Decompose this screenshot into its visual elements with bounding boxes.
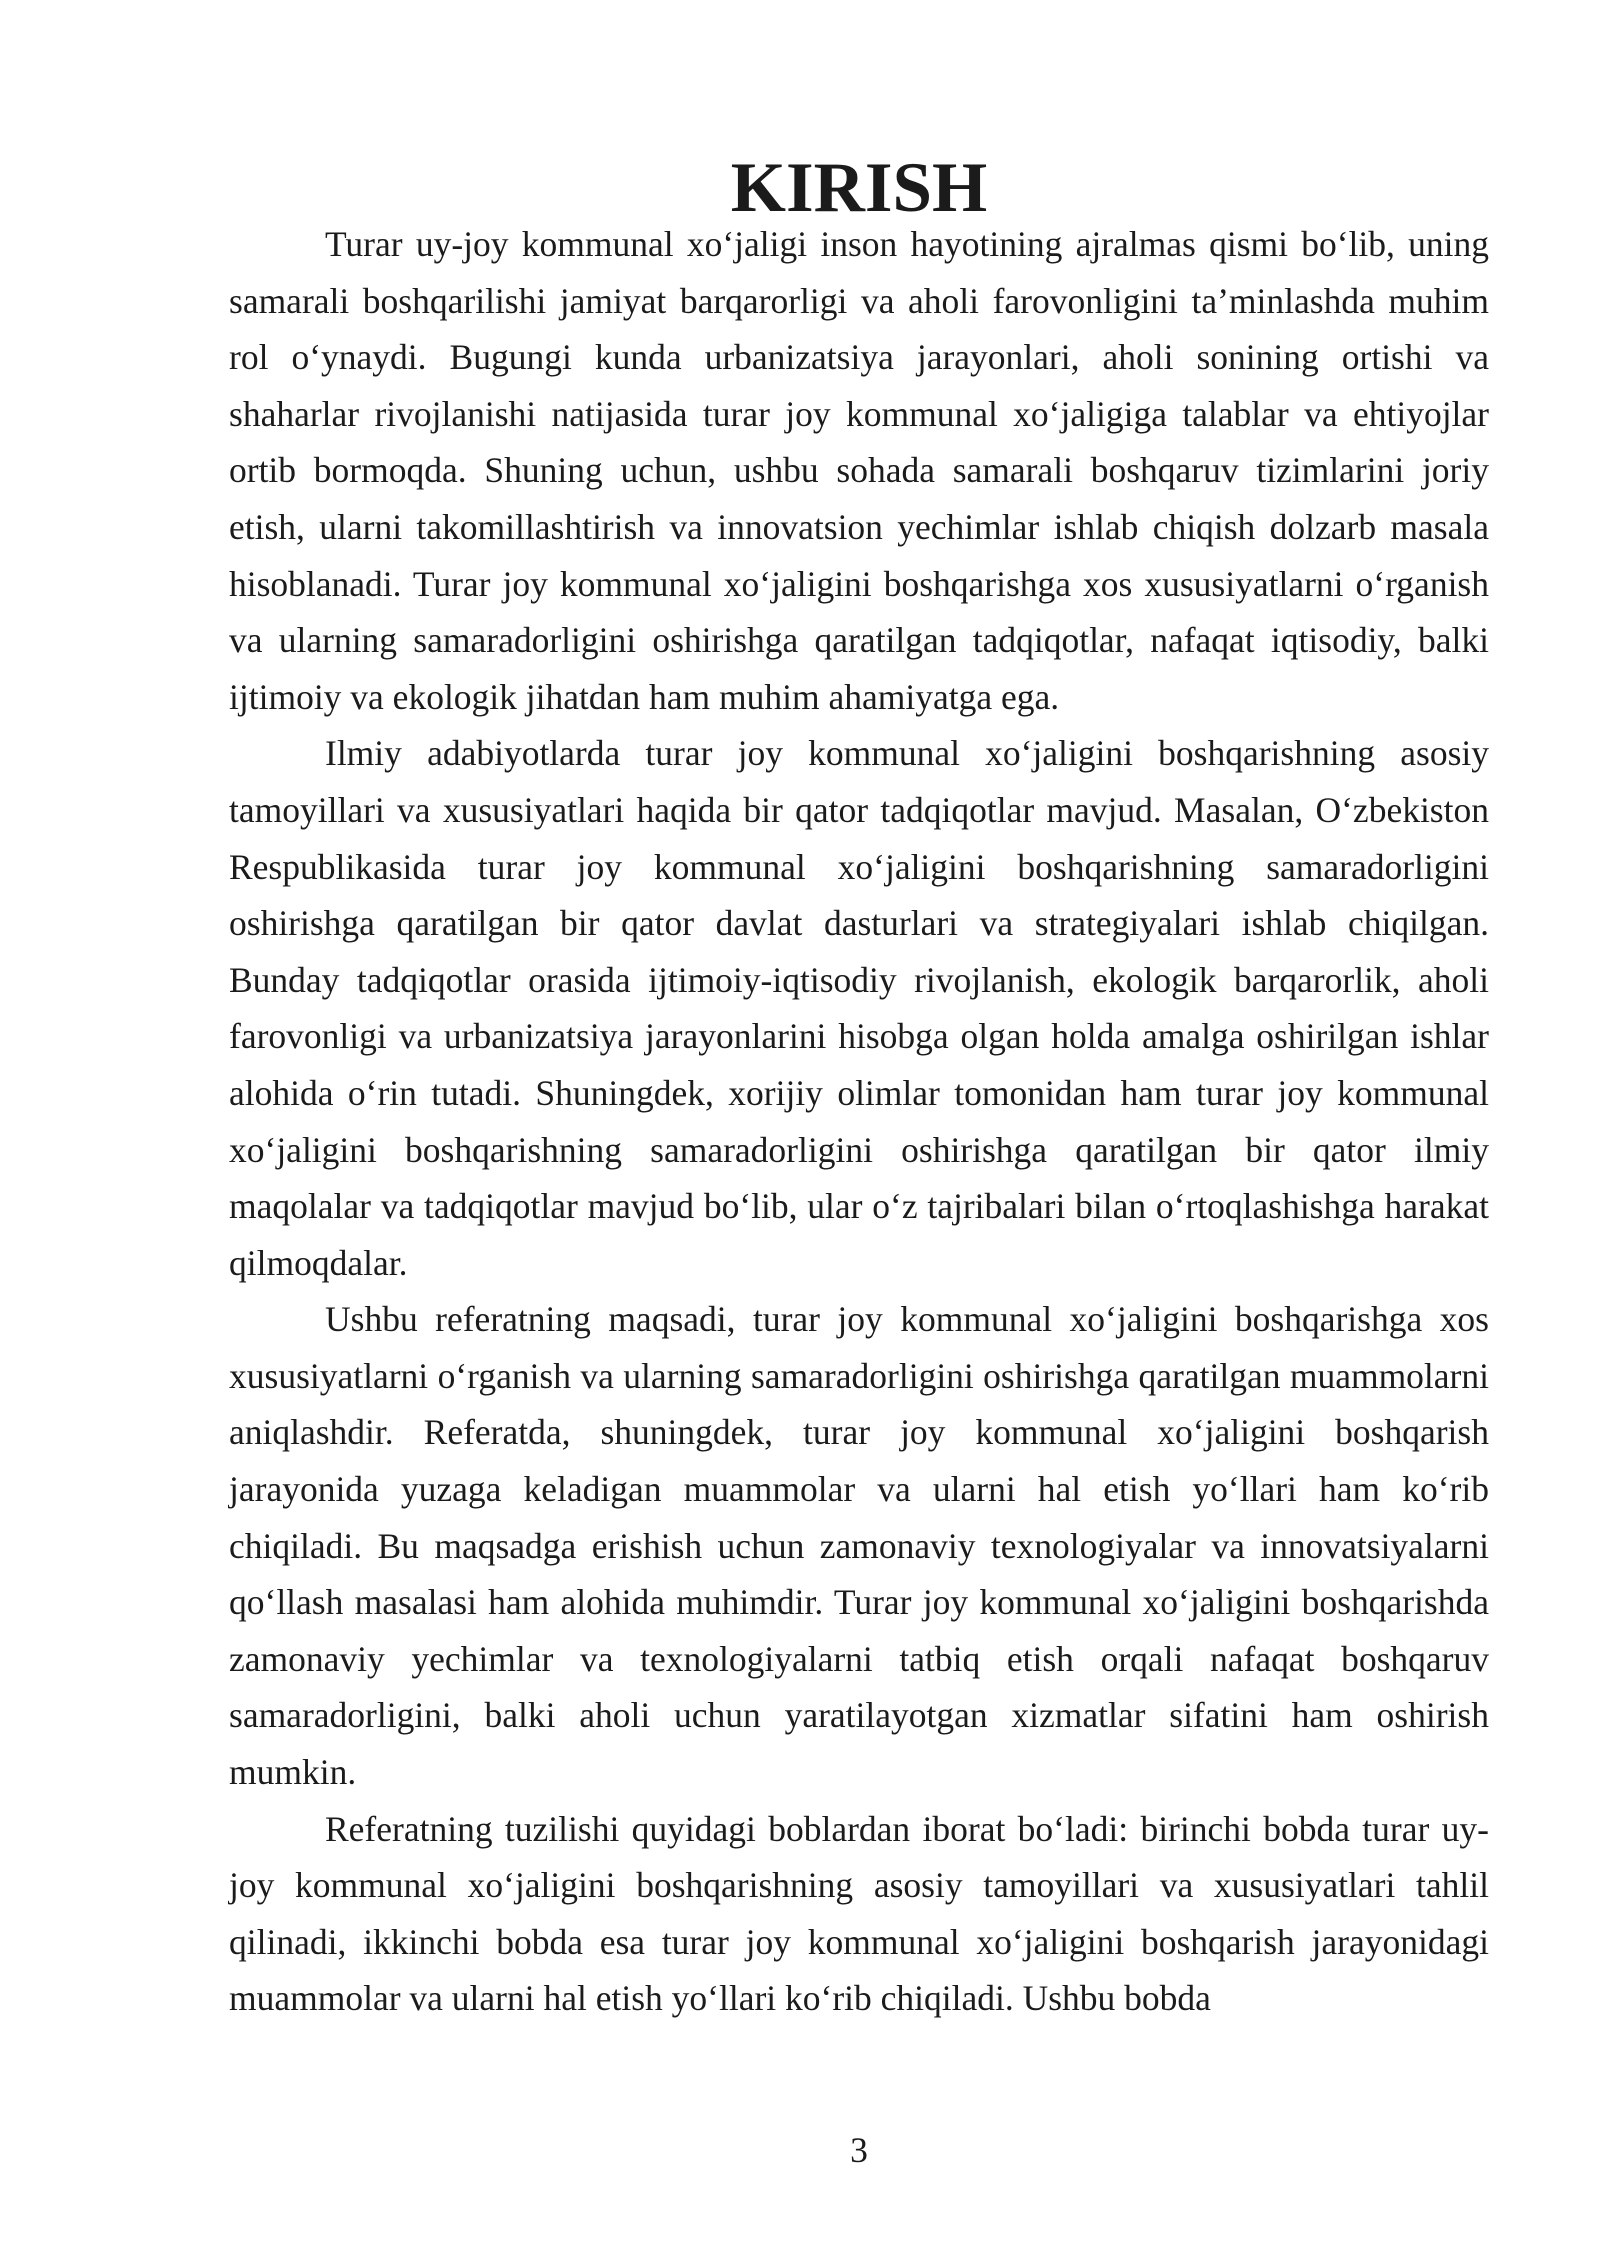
section-title: KIRISH [730,149,988,227]
paragraph-3: Ushbu referatning maqsadi, turar joy kommunal xo‘jaligini boshqarishga xos xususiyatlarni o‘rganish va ularning samaradorligini oshirishga qaratilgan muammolarni aniqlashdir. Referatda, shuningdek, turar joy kommunal xo‘jaligini boshqarish jarayonida yuzaga keladigan muammolar va ularni hal etish yo‘llari ham ko‘rib chiqiladi. Bu maqsadga erishish uchun zamonaviy texnologiyalar va innovatsiyalarni qo‘llash masalasi ham alohida muhimdir. Turar joy kommunal xo‘jaligini boshqarishda zamonaviy yechimlar va texnologiyalarni tatbiq etish orqali nafaqat boshqaruv samaradorligini, balki aholi uchun yaratilayotgan xizmatlar sifatini ham oshirish mumkin. [229,1299,1489,1793]
page-number: 3 [850,2130,868,2170]
paragraph-1: Turar uy-joy kommunal xo‘jaligi inson hayotining ajralmas qismi bo‘lib, uning samarali boshqarilishi jamiyat barqarorligi va aholi farovonligini ta’minlashda muhim rol o‘ynaydi. Bugungi kunda urbanizatsiya jarayonlari, aholi sonining ortishi va shaharlar rivojlanishi natijasida turar joy kommunal xo‘jaligiga talablar va ehtiyojlar ortib bormoqda. Shuning uchun, ushbu sohada samarali boshqaruv tizimlarini joriy etish, ularni takomillashtirish va innovatsion yechimlar ishlab chiqish dolzarb masala hisoblanadi. Turar joy kommunal xo‘jaligini boshqarishga xos xususiyatlarni o‘rganish va ularning samaradorligini oshirishga qaratilgan tadqiqotlar, nafaqat iqtisodiy, balki ijtimoiy va ekologik jihatdan ham muhim ahamiyatga ega. [229,224,1489,717]
paragraph-4: Referatning tuzilishi quyidagi boblardan iborat bo‘ladi: birinchi bobda turar uy-joy kommunal xo‘jaligini boshqarishning asosiy tamoyillari va xususiyatlari tahlil qilinadi, ikkinchi bobda esa turar joy kommunal xo‘jaligini boshqarish jarayonidagi muammolar va ularni hal etish yo‘llari ko‘rib chiqiladi. Ushbu bobda [229,1808,1489,2019]
paragraph-2: Ilmiy adabiyotlarda turar joy kommunal xo‘jaligini boshqarishning asosiy tamoyillari va xususiyatlari haqida bir qator tadqiqotlar mavjud. Masalan, O‘zbekiston Respublikasida turar joy kommunal xo‘jaligini boshqarishning samaradorligini oshirishga qaratilgan bir qator davlat dasturlari va strategiyalari ishlab chiqilgan. Bunday tadqiqotlar orasida ijtimoiy-iqtisodiy rivojlanish, ekologik barqarorlik, aholi farovonligi va urbanizatsiya jarayonlarini hisobga olgan holda amalga oshirilgan ishlar alohida o‘rin tutadi. Shuningdek, xorijiy olimlar tomonidan ham turar joy kommunal xo‘jaligini boshqarishning samaradorligini oshirishga qaratilgan bir qator ilmiy maqolalar va tadqiqotlar mavjud bo‘lib, ular o‘z tajribalari bilan o‘rtoqlashishga harakat qilmoqdalar. [229,733,1489,1283]
page-body [229,149,1489,2027]
